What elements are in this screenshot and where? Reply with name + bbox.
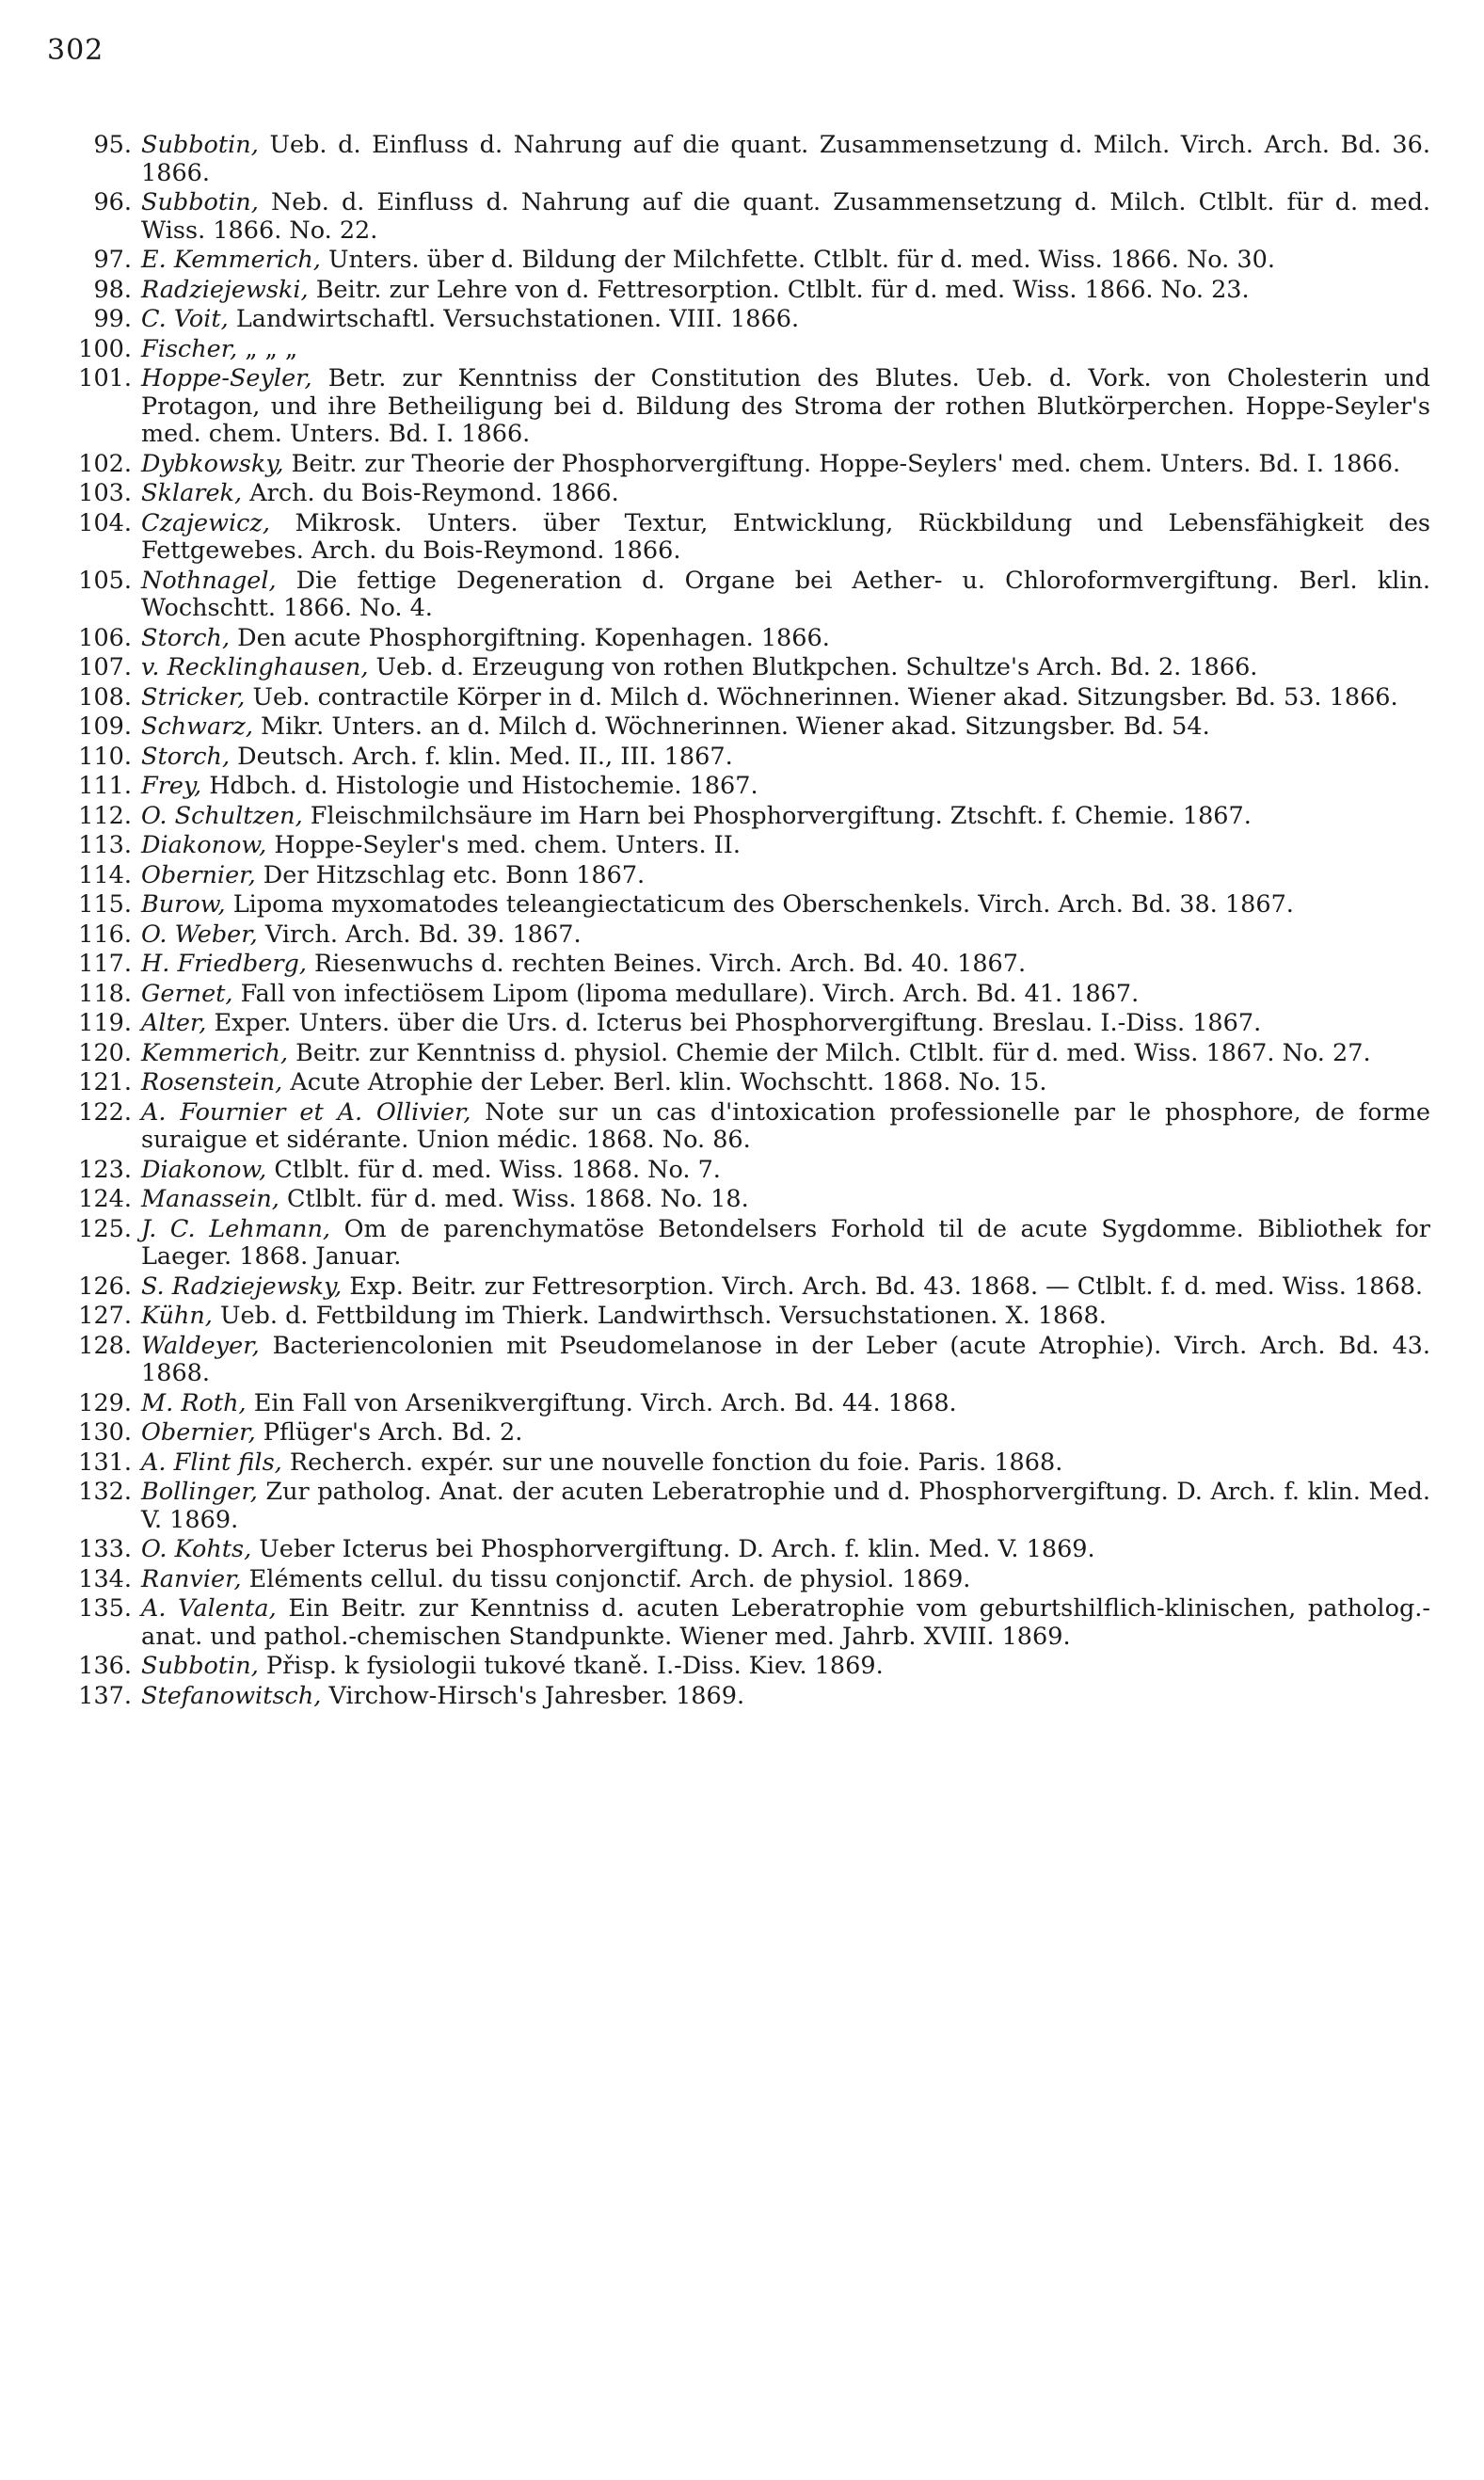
reference-number: 114. (78, 860, 132, 889)
reference-author: A. Flint fils, (141, 1448, 282, 1477)
reference-number: 118. (78, 979, 132, 1008)
reference-entry (56, 1216, 1430, 1272)
reference-number: 120. (78, 1038, 132, 1067)
reference-entry (56, 1566, 1430, 1594)
reference-author: H. Friedberg, (141, 950, 307, 978)
reference-number: 110. (78, 742, 132, 771)
reference-author: Stefanowitsch, (141, 1681, 322, 1710)
reference-entry (56, 1419, 1430, 1448)
reference-author: Diakonow, (141, 1155, 267, 1184)
reference-text: Ueber Icterus bei Phosphorvergiftung. D. Arch. f. klin. Med. V. 1869. (251, 1535, 1095, 1563)
reference-text: Der Hitzschlag etc. Bonn 1867. (255, 860, 646, 889)
reference-number: 96. (93, 188, 132, 216)
reference-number: 97. (93, 246, 132, 274)
reference-text: Beitr. zur Kenntniss d. physiol. Chemie der Milch. Ctlblt. für d. med. Wiss. 1867. No. 27. (288, 1038, 1371, 1067)
reference-author: Storch, (141, 742, 231, 771)
reference-number: 122. (78, 1097, 132, 1127)
reference-list (56, 132, 1430, 1712)
reference-author: Rosenstein, (141, 1068, 283, 1096)
reference-number: 133. (78, 1535, 132, 1563)
reference-author: C. Voit, (141, 305, 229, 333)
reference-text: Ueb. d. Fettbildung im Thierk. Landwirthsch. Versuchstationen. X. 1868. (212, 1302, 1107, 1330)
reference-entry (56, 773, 1430, 801)
reference-entry (56, 1333, 1430, 1388)
reference-number: 95. (93, 131, 132, 159)
reference-entry (56, 132, 1430, 187)
reference-entry (56, 1010, 1430, 1038)
reference-entry (56, 1157, 1430, 1185)
reference-number: 100. (78, 334, 132, 363)
reference-text: „ „ „ (237, 334, 298, 363)
reference-number: 125. (78, 1214, 132, 1243)
reference-number: 102. (78, 449, 132, 478)
reference-author: Storch, (141, 623, 231, 652)
reference-author: Frey, (141, 772, 202, 800)
reference-text: Hdbch. d. Histologie und Histochemie. 1867. (201, 772, 758, 800)
reference-entry (56, 625, 1430, 653)
reference-entry (56, 365, 1430, 449)
reference-author: Alter, (141, 1009, 207, 1037)
reference-author: A. Fournier et A. Ollivier, (141, 1097, 471, 1127)
reference-number: 104. (78, 508, 132, 537)
reference-author: Hoppe-Seyler, (141, 364, 312, 392)
page-number: 302 (47, 34, 104, 67)
reference-author: Bollinger, (141, 1478, 258, 1506)
reference-number: 112. (78, 801, 132, 830)
reference-author: A. Valenta, (141, 1594, 277, 1623)
reference-entry (56, 1069, 1430, 1097)
reference-entry (56, 1595, 1430, 1651)
reference-entry (56, 451, 1430, 479)
reference-number: 106. (78, 623, 132, 652)
reference-number: 111. (78, 772, 132, 800)
reference-author: Subbotin, (141, 188, 259, 216)
reference-author: Radziejewski, (141, 275, 309, 304)
reference-text: Unters. über d. Bildung der Milchfette. Ctlblt. für d. med. Wiss. 1866. No. 30. (320, 246, 1275, 274)
reference-text: Beitr. zur Theorie der Phosphorvergiftung. Hoppe-Seylers' med. chem. Unters. Bd. I. 1866. (283, 449, 1401, 478)
reference-entry (56, 189, 1430, 245)
reference-entry (56, 247, 1430, 275)
reference-author: Burow, (141, 890, 226, 919)
reference-author: Subbotin, (141, 1652, 259, 1680)
reference-text: Riesenwuchs d. rechten Beines. Virch. Arch. Bd. 40. 1867. (306, 950, 1027, 978)
reference-text: Den acute Phosphorgiftning. Kopenhagen. 1866. (230, 623, 830, 652)
reference-number: 129. (78, 1388, 132, 1417)
reference-number: 132. (78, 1478, 132, 1506)
reference-number: 105. (78, 566, 132, 595)
reference-text: Hoppe-Seyler's med. chem. Unters. II. (266, 831, 741, 859)
reference-text: Virch. Arch. Bd. 39. 1867. (257, 920, 582, 949)
reference-number: 115. (78, 890, 132, 919)
reference-entry (56, 891, 1430, 920)
reference-entry (56, 1479, 1430, 1534)
reference-entry (56, 277, 1430, 305)
reference-entry (56, 951, 1430, 979)
reference-text: Ein Fall von Arsenikvergiftung. Virch. Arch. Bd. 44. 1868. (246, 1388, 957, 1417)
reference-author: Czajewicz, (141, 508, 270, 537)
reference-entry (56, 1273, 1430, 1302)
reference-entry (56, 862, 1430, 890)
reference-number: 126. (78, 1272, 132, 1301)
reference-number: 130. (78, 1418, 132, 1447)
reference-entry (56, 1683, 1430, 1711)
reference-author: M. Roth, (141, 1388, 247, 1417)
reference-text: Mikrosk. Unters. über Textur, Entwicklung, Rückbildung und Lebensfähigkeit des Fettgewebes. Arch. du Bois-Reymond. 1866. (141, 508, 1430, 565)
reference-entry (56, 1040, 1430, 1068)
reference-entry (56, 981, 1430, 1009)
reference-entry (56, 1303, 1430, 1331)
reference-entry (56, 480, 1430, 508)
reference-author: Waldeyer, (141, 1331, 260, 1360)
reference-author: O. Weber, (141, 920, 258, 949)
reference-text: Exp. Beitr. zur Fettresorption. Virch. Arch. Bd. 43. 1868. — Ctlblt. f. d. med. Wiss. 1868. (342, 1272, 1424, 1301)
reference-text: Neb. d. Einfluss d. Nahrung auf die quant. Zusammensetzung d. Milch. Ctlblt. für d. med. Wiss. 1866. No. 22. (141, 188, 1430, 245)
reference-entry (56, 803, 1430, 831)
reference-text: Přisp. k fysiologii tukové tkaně. I.-Diss. Kiev. 1869. (258, 1652, 884, 1680)
reference-entry (56, 1186, 1430, 1214)
reference-author: Diakonow, (141, 831, 267, 859)
reference-text: Landwirtschaftl. Versuchstationen. VIII. 1866. (228, 305, 800, 333)
reference-author: Sklarek, (141, 479, 243, 507)
reference-number: 113. (78, 831, 132, 859)
reference-number: 123. (78, 1155, 132, 1184)
reference-author: Fischer, (141, 334, 238, 363)
reference-number: 99. (93, 305, 132, 333)
reference-author: E. Kemmerich, (141, 246, 321, 274)
reference-number: 101. (78, 364, 132, 392)
reference-text: Deutsch. Arch. f. klin. Med. II., III. 1867. (230, 742, 733, 771)
reference-number: 98. (93, 275, 132, 304)
reference-author: Ranvier, (141, 1564, 242, 1593)
reference-author: Stricker, (141, 682, 246, 712)
reference-author: Kühn, (141, 1302, 213, 1330)
reference-text: Lipoma myxomatodes teleangiectaticum des Oberschenkels. Virch. Arch. Bd. 38. 1867. (225, 890, 1294, 919)
reference-entry (56, 306, 1430, 334)
reference-text: Fall von infectiösem Lipom (lipoma medullare). Virch. Arch. Bd. 41. 1867. (232, 979, 1140, 1008)
reference-number: 131. (78, 1448, 132, 1477)
reference-text: Arch. du Bois-Reymond. 1866. (242, 479, 619, 507)
reference-author: Schwarz, (141, 712, 253, 741)
reference-entry (56, 1653, 1430, 1681)
reference-author: Nothnagel, (141, 566, 277, 595)
reference-number: 135. (78, 1594, 132, 1623)
reference-number: 117. (78, 950, 132, 978)
reference-entry (56, 654, 1430, 682)
reference-text: Zur patholog. Anat. der acuten Leberatrophie und d. Phosphorvergiftung. D. Arch. f. klin. Med. V. 1869. (141, 1478, 1430, 1534)
reference-text: Virchow-Hirsch's Jahresber. 1869. (321, 1681, 745, 1710)
reference-number: 124. (78, 1185, 132, 1213)
reference-number: 127. (78, 1302, 132, 1330)
reference-entry (56, 510, 1430, 566)
reference-author: Manassein, (141, 1185, 279, 1213)
reference-text: Om de parenchymatöse Betondelsers Forhold til de acute Sygdomme. Bibliothek for Laeger. 1868. Januar. (141, 1214, 1431, 1271)
reference-number: 103. (78, 479, 132, 507)
reference-author: Subbotin, (141, 131, 259, 159)
reference-text: Fleischmilchsäure im Harn bei Phosphorvergiftung. Ztschft. f. Chemie. 1867. (302, 801, 1252, 830)
reference-number: 116. (78, 920, 132, 949)
reference-number: 128. (78, 1331, 132, 1360)
reference-text: Mikr. Unters. an d. Milch d. Wöchnerinnen. Wiener akad. Sitzungsber. Bd. 54. (252, 712, 1210, 741)
reference-text: Recherch. expér. sur une nouvelle fonction du foie. Paris. 1868. (281, 1448, 1063, 1477)
reference-entry (56, 744, 1430, 772)
reference-text: Ueb. d. Erzeugung von rothen Blutkpchen. Schultze's Arch. Bd. 2. 1866. (368, 653, 1258, 681)
reference-text: Beitr. zur Lehre von d. Fettresorption. Ctlblt. für d. med. Wiss. 1866. No. 23. (308, 275, 1250, 304)
reference-author: O. Kohts, (141, 1535, 252, 1563)
reference-text: Pflüger's Arch. Bd. 2. (255, 1418, 523, 1447)
reference-entry (56, 832, 1430, 860)
reference-entry (56, 1099, 1430, 1155)
reference-text: Eléments cellul. du tissu conjonctif. Arch. de physiol. 1869. (241, 1564, 971, 1593)
reference-entry (56, 1390, 1430, 1418)
reference-text: Ein Beitr. zur Kenntniss d. acuten Leberatrophie vom geburtshilflich-klinischen, patholog.-anat. und pathol.-chemischen Standpunkte. Wiener med. Jahrb. XVIII. 1869. (141, 1594, 1430, 1651)
reference-number: 119. (78, 1009, 132, 1037)
reference-author: Dybkowsky, (141, 449, 284, 478)
reference-number: 137. (78, 1681, 132, 1710)
reference-author: v. Recklinghausen, (141, 653, 369, 681)
reference-entry (56, 1449, 1430, 1478)
reference-number: 108. (78, 682, 132, 712)
reference-entry (56, 921, 1430, 950)
reference-entry (56, 684, 1430, 712)
reference-entry (56, 713, 1430, 742)
reference-entry (56, 336, 1430, 364)
reference-entry (56, 1536, 1430, 1564)
reference-author: O. Schultzen, (141, 801, 303, 830)
reference-number: 121. (78, 1068, 132, 1096)
reference-author: Obernier, (141, 860, 256, 889)
reference-text: Exper. Unters. über die Urs. d. Icterus bei Phosphorvergiftung. Breslau. I.-Diss. 1867. (206, 1009, 1262, 1037)
reference-text: Ueb. d. Einfluss d. Nahrung auf die quant. Zusammensetzung d. Milch. Virch. Arch. Bd. 36. 1866. (141, 131, 1430, 187)
reference-entry (56, 568, 1430, 623)
reference-number: 134. (78, 1564, 132, 1593)
reference-text: Note sur un cas d'intoxication professionelle par le phosphore, de forme suraigue et sidérante. Union médic. 1868. No. 86. (141, 1097, 1430, 1154)
reference-number: 136. (78, 1652, 132, 1680)
reference-text: Ctlblt. für d. med. Wiss. 1868. No. 18. (279, 1185, 749, 1213)
reference-text: Acute Atrophie der Leber. Berl. klin. Wochschtt. 1868. No. 15. (282, 1068, 1047, 1096)
reference-author: J. C. Lehmann, (141, 1214, 330, 1243)
reference-text: Ueb. contractile Körper in d. Milch d. Wöchnerinnen. Wiener akad. Sitzungsber. Bd. 53. 1866. (245, 682, 1398, 712)
reference-text: Betr. zur Kenntniss der Constitution des Blutes. Ueb. d. Vork. von Cholesterin und Protagon, und ihre Betheiligung bei d. Bildung des Stroma der rothen Blutkörperchen. Hoppe-Seyler's med. chem. Unters. Bd. I. 1866. (141, 364, 1430, 448)
reference-author: Kemmerich, (141, 1038, 289, 1067)
reference-author: Gernet, (141, 979, 233, 1008)
reference-number: 107. (78, 653, 132, 681)
reference-author: S. Radziejewsky, (141, 1272, 343, 1301)
reference-author: Obernier, (141, 1418, 256, 1447)
reference-text: Die fettige Degeneration d. Organe bei Aether- u. Chloroformvergiftung. Berl. klin. Wochschtt. 1866. No. 4. (141, 566, 1430, 622)
reference-text: Bacteriencolonien mit Pseudomelanose in der Leber (acute Atrophie). Virch. Arch. Bd. 43. 1868. (141, 1331, 1430, 1387)
reference-number: 109. (78, 712, 132, 741)
reference-text: Ctlblt. für d. med. Wiss. 1868. No. 7. (266, 1155, 721, 1184)
